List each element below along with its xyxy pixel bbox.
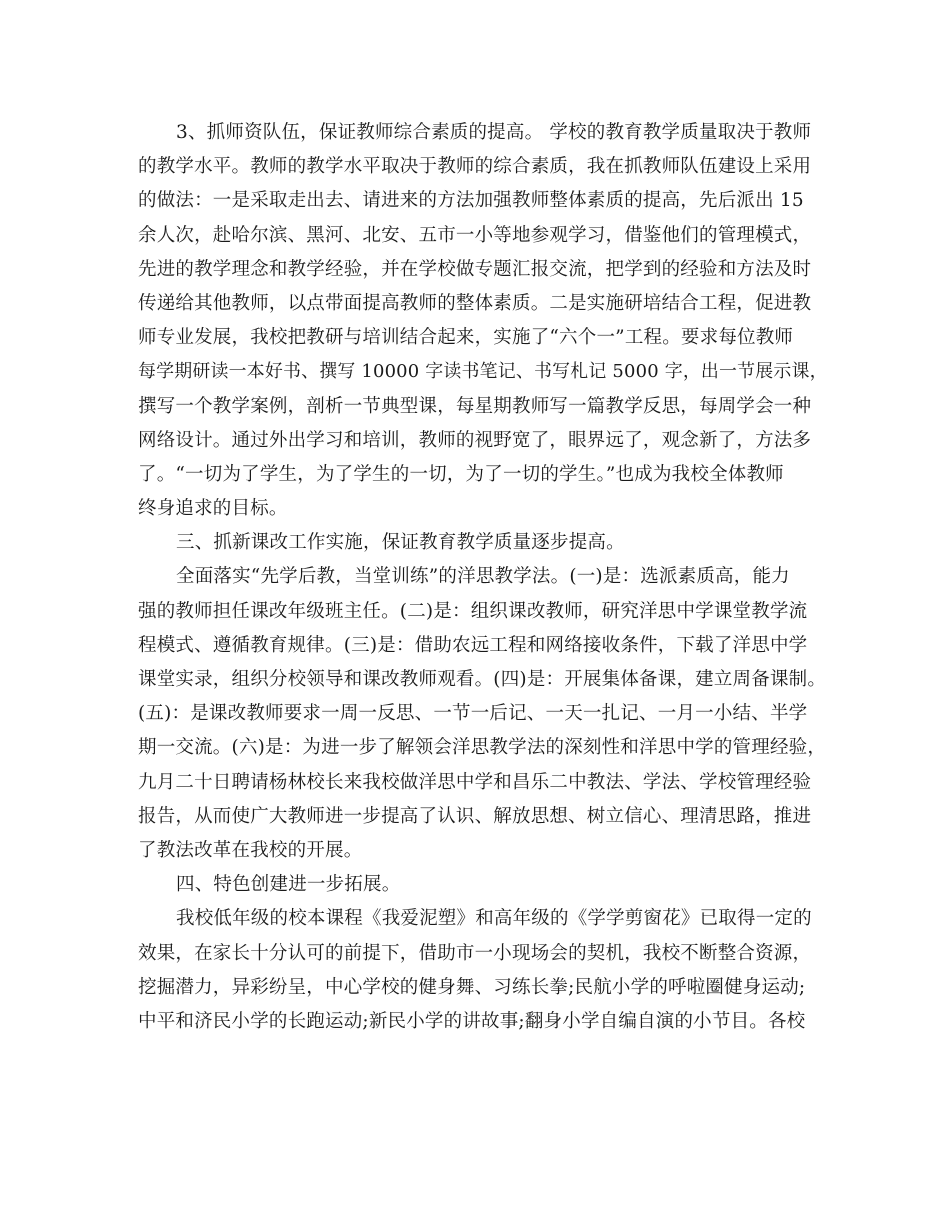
paragraph-line: 的教学水平。教师的教学水平取决于教师的综合素质，我在抓教师队伍建设上采用 (138, 156, 812, 178)
paragraph-line: 余人次，赴哈尔滨、黑河、北安、五市一小等地参观学习，借鉴他们的管理模式， (138, 224, 812, 246)
paragraph-line: 效果，在家长十分认可的前提下，借助市一小现场会的契机，我校不断整合资源， (138, 942, 812, 964)
paragraph-line: 全面落实“先学后教，当堂训练”的洋思教学法。(一)是：选派素质高，能力 (176, 566, 790, 588)
document-body (138, 116, 828, 1039)
paragraph-line: 了教法改革在我校的开展。 (138, 839, 363, 861)
paragraph-line: 中平和济民小学的长跑运动;新民小学的讲故事;翻身小学自编自演的小节目。各校 (138, 1010, 806, 1032)
paragraph-line: 了。“一切为了学生，为了学生的一切，为了一切的学生。”也成为我校全体教师 (138, 463, 784, 485)
paragraph-line: 撰写一个教学案例，剖析一节典型课，每星期教师写一篇教学反思，每周学会一种 (138, 395, 812, 417)
paragraph-line: 网络设计。通过外出学习和培训，教师的视野宽了，眼界远了，观念新了，方法多 (138, 429, 812, 451)
paragraph-line: 先进的教学理念和教学经验，并在学校做专题汇报交流，把学到的经验和方法及时 (138, 258, 812, 280)
section-heading: 四、特色创建进一步拓展。 (176, 874, 401, 896)
paragraph-line: 九月二十日聘请杨林校长来我校做洋思中学和昌乐二中教法、学法、学校管理经验 (138, 771, 812, 793)
paragraph-line: 课堂实录，组织分校领导和课改教师观看。(四)是：开展集体备课，建立周备课制。 (138, 669, 827, 690)
paragraph-line: 程模式、遵循教育规律。(三)是：借助农远工程和网络接收条件，下载了洋思中学 (138, 634, 808, 656)
paragraph-line: 期一交流。(六)是：为进一步了解领会洋思教学法的深刻性和洋思中学的管理经验， (138, 737, 827, 759)
paragraph-line: 报告，从而使广大教师进一步提高了认识、解放思想、树立信心、理清思路，推进 (138, 805, 812, 827)
paragraph-line: 我校低年级的校本课程《我爱泥塑》和高年级的《学学剪窗花》已取得一定的 (176, 908, 812, 930)
paragraph-line: 的做法：一是采取走出去、请进来的方法加强教师整体素质的提高，先后派出 15 (138, 190, 804, 212)
paragraph-line: 3、抓师资队伍，保证教师综合素质的提高。 学校的教育教学质量取决于教师 (176, 122, 812, 143)
paragraph-line: 每学期研读一本好书、撰写 10000 字读书笔记、书写札记 5000 字，出一节展示课， (138, 361, 828, 383)
paragraph-line: 师专业发展，我校把教研与培训结合起来，实施了“六个一”工程。要求每位教师 (138, 327, 794, 349)
paragraph-line: 挖掘潜力，异彩纷呈，中心学校的健身舞、习练长拳;民航小学的呼啦圈健身运动; (138, 976, 806, 998)
paragraph-line: (五)：是课改教师要求一周一反思、一节一后记、一天一扎记、一月一小结、半学 (138, 703, 808, 725)
paragraph-line: 终身追求的目标。 (138, 498, 288, 520)
paragraph-line: 传递给其他教师，以点带面提高教师的整体素质。二是实施研培结合工程，促进教 (138, 292, 812, 314)
paragraph-line: 强的教师担任课改年级班主任。(二)是：组织课改教师，研究洋思中学课堂教学流 (138, 600, 808, 622)
section-heading: 三、抓新课改工作实施，保证教育教学质量逐步提高。 (176, 532, 625, 554)
